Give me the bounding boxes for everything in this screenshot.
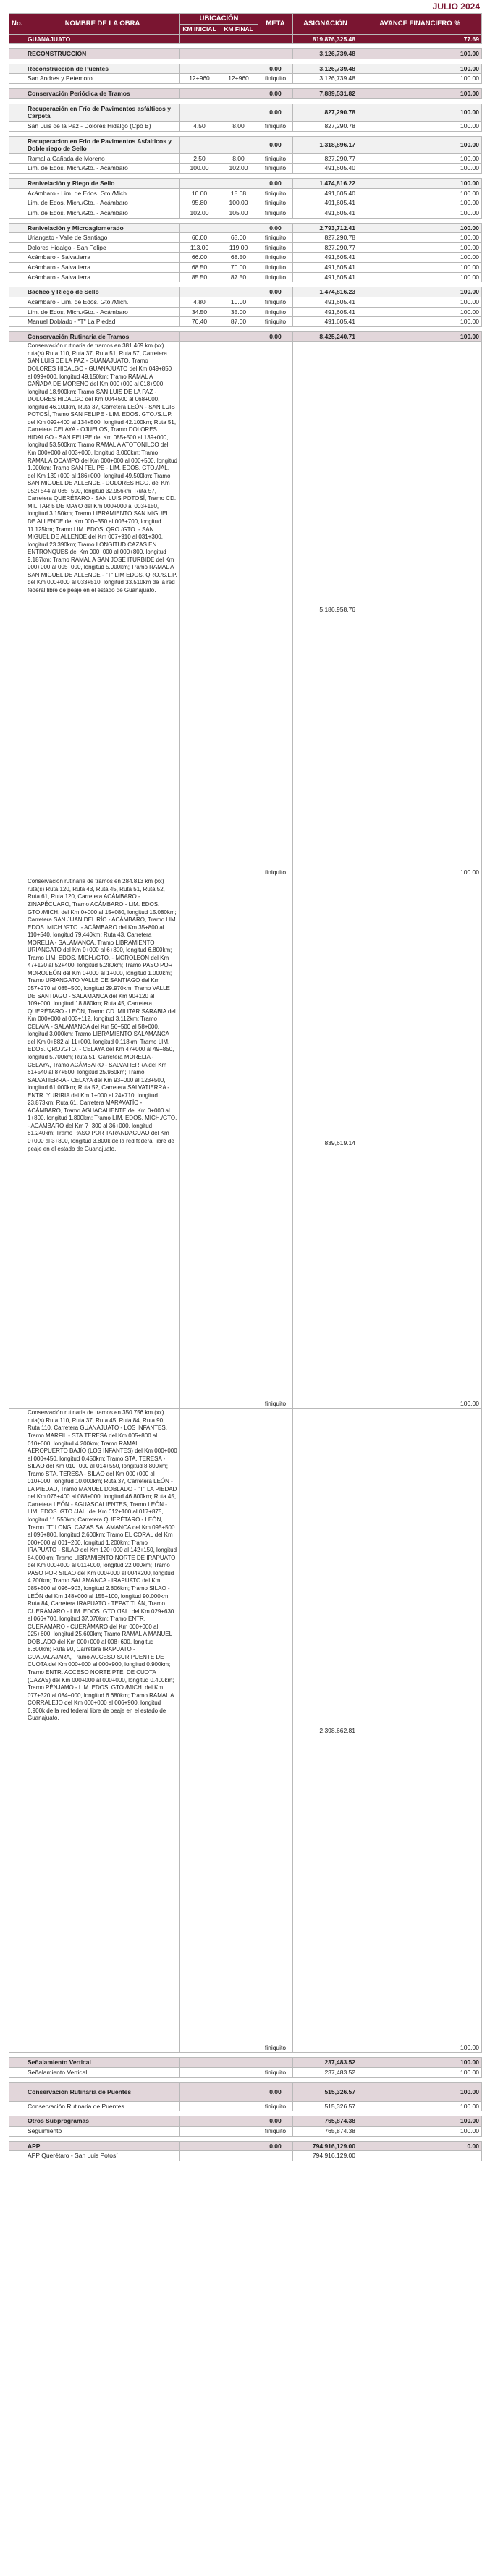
col-km-final: KM FINAL (219, 24, 258, 34)
table-row: Conservación rutinaria de tramos en 350.756 km (xx) ruta(s) Ruta 110, Ruta 37, Ruta 45, Ruta 84, Ruta 90, Ruta 110, Carretera GUANAJUATO - LOS INFANTES, Tramo MARFIL - STA.TERESA del Km 005+800 al 010+000, longitud 4.200km; Tramo RAMAL AEROPUERTO BAJÍO (LOS INFANTES) del Km 000+000 al 000+450, longitud 0.450km; Tramo STA. TERESA - SILAO del Km 010+000 al 014+550, longitud 8.800km; Tramo STA. TERESA - SILAO del Km 000+000 al 010+000, longitud 10.000km; Ruta 37, Carretera LEÓN - LA PIEDAD, Tramo MANUEL DOBLADO - "T" LA PIEDAD del Km 076+400 al 088+000, longitud 46.800km; Ruta 45, Carretera LEÓN - AGUASCALIENTES, Tramo LEÓN - LIM. EDOS. GTO./JAL. del Km 012+100 al 017+875, longitud 11.550km; Carretera QUERÉTARO - LEÓN, Tramo "T" LONG. CAZAS SALAMANCA del Km 095+500 al 096+800, longitud 2.600km; Tramo EL CORAL del Km 000+000 al 001+200, longitud 1.200km; Tramo IRAPUATO - SILAO del Km 120+000 al 142+150, longitud 84.000km; Tramo LIBRAMIENTO NORTE DE IRAPUATO del Km 000+000 al 011+000, longitud 22.000km; Tramo PASO POR SILAO del Km 000+000 al 004+200, longitud 4.200km; Tramo SALAMANCA - IRAPUATO del Km 085+500 al 096+903, longitud 2.806km; Tramo SILAO - LEÓN del Km 148+000 al 155+100, longitud 90.000km; Ruta 84, Carretera IRAPUATO - TEPATITLÁN, Tramo CUERÁMARO - LIM. EDOS. GTO./JAL. del Km 029+630 al 066+700, longitud 37.070km; Tramo ENTR. CUERÁMARO - CUERÁMARO del Km 000+000 al 025+600, longitud 25.600km; Tramo RAMAL A MANUEL DOBLADO del Km 000+000 al 008+600, longitud 8.600km; Ruta 90, Carretera IRAPUATO - GUADALAJARA, Tramo ACCESO SUR PUENTE DE CUOTA del Km 000+000 al 000+900, longitud 0.900km; Tramo ENTR. ACCESO NORTE PTE. DE CUOTA (CAZAS) del Km 000+000 al 000+000, longitud 0.400km; Tramo PÉNJAMO - LIM. EDOS. GTO./MICH. del Km 077+320 al 084+000, longitud 6.680km; Tramo RAMAL A CORRALEJO del Km 000+000 al 006+900, longitud 6.900k de la red federal libre de peaje en el estado de Guanajuato. finiquito 2,398,662.81 100.00 (9, 1409, 482, 2053)
section-row: Señalamiento Vertical 237,483.52 100.00 (9, 2058, 482, 2068)
col-avance: AVANCE FINANCIERO % (358, 14, 482, 35)
works-table (9, 13, 482, 2161)
table-row: Uriangato - Valle de Santiago 60.00 63.00 finiquito 827,290.78 100.00 (9, 233, 482, 243)
col-meta: META (258, 14, 293, 35)
table-row: APP Querétaro - San Luis Potosí 794,916,129.00 (9, 2151, 482, 2161)
table-row: Acámbaro - Salvatierra 66.00 68.50 finiquito 491,605.41 100.00 (9, 253, 482, 263)
table-row: Lim. de Edos. Mich./Gto. - Acámbaro 34.50 35.00 finiquito 491,605.41 100.00 (9, 307, 482, 317)
state-total-row: GUANAJUATO 819,876,325.48 77.69 (9, 34, 482, 44)
col-nombre: NOMBRE DE LA OBRA (25, 14, 180, 35)
col-km-inicial: KM INICIAL (180, 24, 219, 34)
table-row: Conservación rutinaria de tramos en 284.813 km (xx) ruta(s) Ruta 120, Ruta 43, Ruta 45, Ruta 51, Ruta 52, Ruta 61, Ruta 120, Carretera ACÁMBARO - ZINAPÉCUARO, Tramo ACÁMBARO - LIM. EDOS. GTO./MICH. del Km 0+000 al 15+080, longitud 15.080km; Carretera SAN JUAN DEL RÍO - ACÁMBARO, Tramo LIM. EDOS. MICH./GTO. - ACÁMBARO del Km 35+800 al 110+540, longitud 79.440km; Ruta 43, Carretera MORELIA - SALAMANCA, Tramo LIBRAMIENTO URIANGATO del Km 0+000 al 6+800, longitud 6.800km; Tramo LIM. EDOS. MICH./GTO. - MOROLEÓN del Km 47+120 al 52+400, longitud 5.280km; Tramo PASO POR MOROLEÓN del Km 0+000 al 1+000, longitud 1.000km; Tramo URIANGATO VALLE DE SANTIAGO del Km 057+270 al 085+500, longitud 29.970km; Tramo VALLE DE SANTIAGO - SALAMANCA del Km 90+120 al 109+000, longitud 18.880km; Ruta 45, Carretera QUERÉTARO - LEÓN, Tramo CD. MILITAR SARABIA del Km 000+000 al 003+112, longitud 3.112km; Tramo CELAYA - SALAMANCA del Km 56+500 al 58+000, longitud 3.000km; Tramo LIBRAMIENTO SALAMANCA del Km 0+882 al 11+000, longitud 0.118km; Tramo LIM. EDOS. QRO./GTO. - CELAYA del Km 47+000 al 49+850, longitud 5.700km; Ruta 51, Carretera MORELIA - CELAYA, Tramo ACÁMBARO - SALVATIERRA del Km 61+540 al 87+500, longitud 25.960km; Tramo SALVATIERRA - CELAYA del Km 93+000 al 123+500, longitud 61.000km; Ruta 52, Carretera SALVATIERRA - ENTR. YURIRIA del Km 1+000 al 24+710, longitud 23.873km; Ruta 61, Carretera MARAVATÍO - ACÁMBARO, Tramo AGUACALIENTE del Km 0+000 al 1+800, longitud 1.800km; Tramo LIM. EDOS. MICH./GTO. - ACÁMBARO del Km 7+300 al 36+000, longitud 81.240km; Tramo PASO POR TARANDACUAO del Km 0+000 al 3+800, longitud 3.800k de la red federal libre de peaje en el estado de Guanajuato. finiquito 839,619.14 100.00 (9, 877, 482, 1409)
section-row: Otros Subprogramas 0.00 765,874.38 100.00 (9, 2116, 482, 2127)
table-row: Señalamiento Vertical finiquito 237,483.52 100.00 (9, 2068, 482, 2078)
section-row: Conservación Periódica de Tramos 0.00 7,889,531.82 100.00 (9, 89, 482, 99)
table-row: San Andres y Petemoro 12+960 12+960 finiquito 3,126,739.48 100.00 (9, 74, 482, 84)
col-asignacion: ASIGNACIÓN (293, 14, 358, 35)
table-row: Lim. de Edos. Mich./Gto. - Acámbaro 95.80 100.00 finiquito 491,605.41 100.00 (9, 198, 482, 208)
group-row: Recuperación en Frío de Pavimentos asfálticos y Carpeta 0.00 827,290.78 100.00 (9, 104, 482, 121)
section-row: Conservación Rutinaria de Puentes 0.00 515,326.57 100.00 (9, 2082, 482, 2101)
group-row: Renivelación y Riego de Sello 0.00 1,474,816.22 100.00 (9, 179, 482, 189)
report-month: JULIO 2024 (432, 1, 480, 12)
col-no: No. (9, 14, 25, 35)
table-row: Manuel Doblado - "T" La Piedad 76.40 87.00 finiquito 491,605.41 100.00 (9, 317, 482, 327)
table-row: San Luis de la Paz - Dolores Hidalgo (Cpo B) 4.50 8.00 finiquito 827,290.78 100.00 (9, 121, 482, 131)
section-row: RECONSTRUCCIÓN 3,126,739.48 100.00 (9, 49, 482, 59)
group-row: Renivelación y Microaglomerado 0.00 2,793,712.41 100.00 (9, 223, 482, 233)
table-row: Lim. de Edos. Mich./Gto. - Acámbaro 100.00 102.00 finiquito 491,605.40 100.00 (9, 164, 482, 174)
table-row: Conservación Rutinaria de Puentes finiquito 515,326.57 100.00 (9, 2101, 482, 2111)
table-row: Conservación rutinaria de tramos en 381.469 km (xx) ruta(s) Ruta 110, Ruta 37, Ruta 51, Ruta 57, Carretera SAN LUIS DE LA PAZ - GUANAJUATO, Tramo DOLORES HIDALGO - GUANAJUATO del Km 049+850 al 099+000, longitud 49.150km; Tramo RAMAL A CAÑADA DE MORENO del Km 000+000 al 018+900, longitud 18.900km; Tramo SAN LUIS DE LA PAZ - DOLORES HIDALGO del Km 004+500 al 068+000, longitud 46.100km, Ruta 37, Carretera LEÓN - SAN LUIS POTOSÍ, Tramo SAN FELIPE - LIM. EDOS. GTO./S.L.P. del Km 092+400 al 134+500, longitud 42.100km; Ruta 51, Carretera CELAYA - OJUELOS, Tramo DOLORES HIDALGO - SAN FELIPE del Km 085+500 al 139+000, longitud 53.500km; Tramo RAMAL A ATOTONILCO del Km 000+000 al 003+000, longitud 3.000km; Tramo RAMAL A OCAMPO del Km 000+000 al 000+500, longitud 1.000km; Tramo SAN FELIPE - LIM. EDOS. GTO./JAL. del Km 139+000 al 186+000, longitud 49.500km; Tramo SAN MIGUEL DE ALLENDE - DOLORES HGO. del Km 052+544 al 085+500, longitud 32.956km; Ruta 57, Carretera QUERÉTARO - SAN LUIS POTOSÍ, Tramo CD. MILITAR 5 DE MAYO del Km 000+000 al 003+150, longitud 3.150km; Tramo LIBRAMIENTO SAN MIGUEL DE ALLENDE del Km 000+350 al 003+700, longitud 11.125km; Tramo LIM. EDOS. QRO./GTO. - SAN MIGUEL DE ALLENDE del Km 007+910 al 031+300, longitud 23.390km; Tramo LONGITUD CAZAS EN ENTRONQUES del Km 000+000 al 000+800, longitud 9.187km; Tramo RAMAL A SAN JOSÉ ITURBIDE del Km 000+000 al 005+000, longitud 5.000km; Tramo RAMAL A SAN MIGUEL DE ALLENDE - "T" LIM EDOS. QRO./S.L.P. del Km 000+000 al 033+510, longitud 33.510km de la red federal libre de peaje en el estado de Guanajuato. finiquito 5,186,958.76 100.00 (9, 342, 482, 877)
table-row: Acámbaro - Lim. de Edos. Gto./Mich. 4.80 10.00 finiquito 491,605.41 100.00 (9, 297, 482, 307)
section-row: APP 0.00 794,916,129.00 0.00 (9, 2141, 482, 2151)
table-row: Acámbaro - Salvatierra 68.50 70.00 finiquito 491,605.41 100.00 (9, 263, 482, 273)
table-row: Seguimiento finiquito 765,874.38 100.00 (9, 2126, 482, 2136)
table-row: Ramal a Cañada de Moreno 2.50 8.00 finiquito 827,290.77 100.00 (9, 153, 482, 164)
section-row: Conservación Rutinaria de Tramos 0.00 8,425,240.71 100.00 (9, 331, 482, 342)
col-ubicacion: UBICACIÓN (180, 14, 258, 25)
group-row: Recuperacion en Frio de Pavimentos Asfalticos y Doble riego de Sello 0.00 1,318,896.17 100.00 (9, 136, 482, 153)
table-row: Acámbaro - Lim. de Edos. Gto./Mich. 10.00 15.08 finiquito 491,605.40 100.00 (9, 188, 482, 198)
group-row: Reconstrucción de Puentes 0.00 3,126,739.48 100.00 (9, 64, 482, 74)
group-row: Bacheo y Riego de Sello 0.00 1,474,816.23 100.00 (9, 287, 482, 297)
table-row: Dolores Hidalgo - San Felipe 113.00 119.00 finiquito 827,290.77 100.00 (9, 242, 482, 253)
table-row: Lim. de Edos. Mich./Gto. - Acámbaro 102.00 105.00 finiquito 491,605.41 100.00 (9, 208, 482, 218)
table-row: Acámbaro - Salvatierra 85.50 87.50 finiquito 491,605.41 100.00 (9, 272, 482, 282)
